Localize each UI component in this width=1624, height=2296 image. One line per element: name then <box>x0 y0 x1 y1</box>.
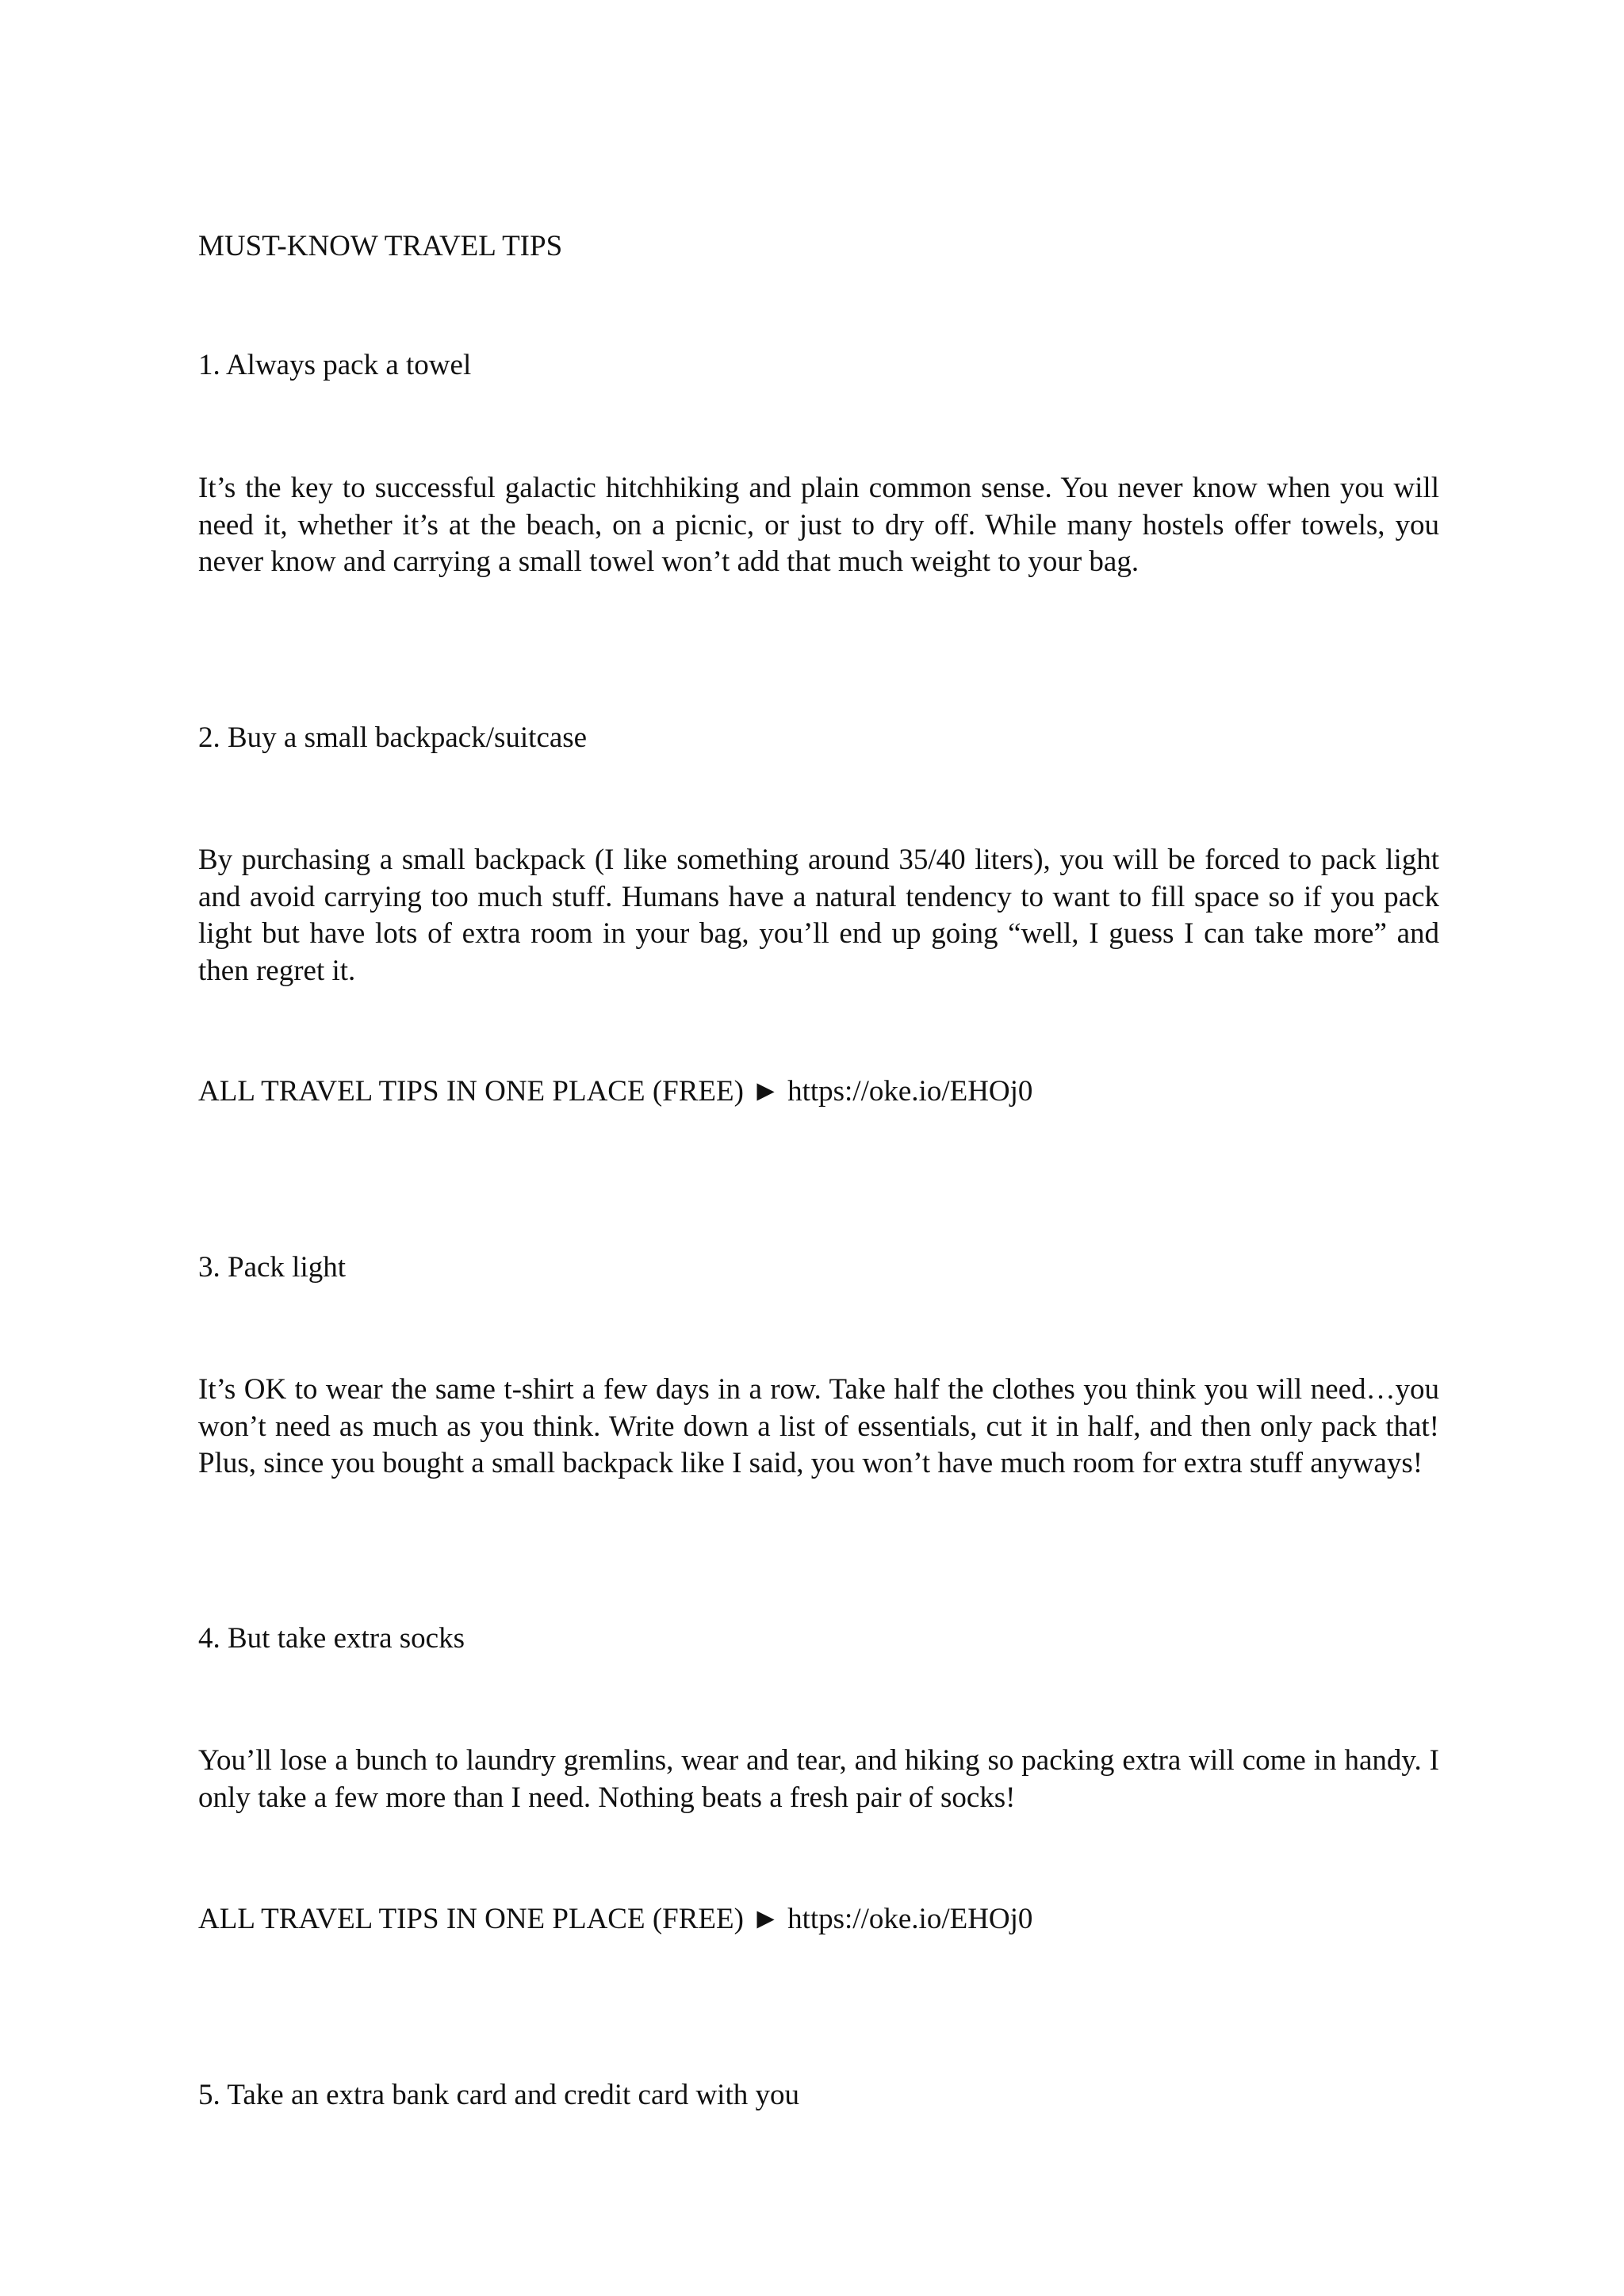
section-heading: 3. Pack light <box>198 1251 347 1284</box>
arrow-right-icon: ► <box>751 1075 780 1108</box>
promo-text: ALL TRAVEL TIPS IN ONE PLACE (FREE) <box>198 1075 744 1108</box>
promo-link[interactable]: https://oke.io/EHOj0 <box>787 1903 1033 1935</box>
section-body: It’s the key to successful galactic hitchhiking and plain common sense. You never know when you will need it, whether it’s at the beach, on a picnic, or just to dry off. While many hostels offer towels, you never know and carrying a small towel won’t add that much weight to your bag. <box>198 472 1439 578</box>
document-title: MUST-KNOW TRAVEL TIPS <box>198 230 563 262</box>
section-body: You’ll lose a bunch to laundry gremlins, wear and tear, and hiking so packing extra will come in handy. I only take a few more than I need. Nothing beats a fresh pair of socks! <box>198 1744 1439 1814</box>
section-body: It’s OK to wear the same t-shirt a few days in a row. Take half the clothes you think you will need…you won’t need as much as you think. Write down a list of essentials, cut it in half, and then only pack that! Plus, since you bought a small backpack like I said, you won’t have much room for extra stuff anyways! <box>198 1373 1439 1479</box>
promo-line <box>198 1901 1032 1938</box>
section-heading: 5. Take an extra bank card and credit card with you <box>198 2079 799 2111</box>
arrow-right-icon: ► <box>751 1903 780 1935</box>
promo-link[interactable]: https://oke.io/EHOj0 <box>787 1075 1033 1108</box>
section-heading: 1. Always pack a towel <box>198 349 472 381</box>
section-body: By purchasing a small backpack (I like something around 35/40 liters), you will be forced to pack light and avoid carrying too much stuff. Humans have a natural tendency to want to fill space so if you pack light but have lots of extra room in your bag, you’ll end up going “well, I guess I can take more” and then regret it. <box>198 844 1439 987</box>
promo-text: ALL TRAVEL TIPS IN ONE PLACE (FREE) <box>198 1903 744 1935</box>
promo-line <box>198 1073 1032 1110</box>
section-heading: 2. Buy a small backpack/suitcase <box>198 721 588 754</box>
section-heading: 4. But take extra socks <box>198 1622 465 1655</box>
